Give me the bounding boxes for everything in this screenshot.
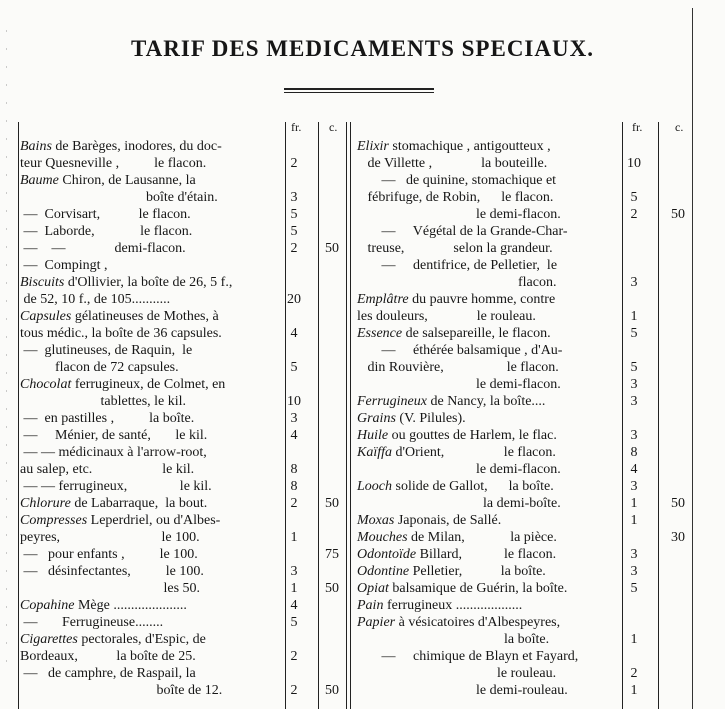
entry-text <box>357 682 568 699</box>
entry-description: gélatineuses de Mothes, à <box>71 309 219 324</box>
entry-text <box>20 597 187 614</box>
entry-text <box>20 682 222 699</box>
price-centimes: 50 <box>671 207 685 222</box>
entry-text <box>20 393 186 410</box>
entry-text <box>357 614 560 631</box>
price-francs: 5 <box>630 581 638 596</box>
price-francs: 4 <box>290 598 298 613</box>
right-page-border <box>692 8 693 709</box>
price-francs: 2 <box>290 241 298 256</box>
entry-description: de Barèges, inodores, du doc- <box>51 139 222 154</box>
entry-text <box>357 189 553 206</box>
entry-text <box>20 189 218 206</box>
entry-text <box>20 461 194 478</box>
entry-text <box>357 461 561 478</box>
entry-description: les douleurs, le rouleau. <box>357 309 536 324</box>
price-francs: 4 <box>290 428 298 443</box>
entry-description: le demi-flacon. <box>357 207 561 222</box>
price-centimes: 50 <box>325 683 339 698</box>
entry-text <box>20 274 232 291</box>
entry-text <box>20 206 191 223</box>
left-header-fr: fr. <box>291 120 302 134</box>
entry-description: la boîte. <box>357 632 550 647</box>
entry-term: Mouches <box>357 530 408 545</box>
price-francs: 1 <box>290 581 298 596</box>
entry-text <box>20 665 196 682</box>
entry-description: fébrifuge, de Robin, le flacon. <box>357 190 554 205</box>
left-margin-dots <box>6 30 7 670</box>
entry-description: les 50. <box>20 581 201 596</box>
entry-description: — Ferrugineuse........ <box>20 615 164 630</box>
price-francs: 1 <box>630 632 638 647</box>
entry-description: — — demi-flacon. <box>20 241 186 256</box>
entry-text <box>357 325 551 342</box>
entry-description: Japonais, de Sallé. <box>394 513 502 528</box>
entry-text <box>20 444 207 461</box>
entry-text <box>357 308 536 325</box>
entry-term: Huile <box>357 428 389 443</box>
entry-description: (V. Pilules). <box>395 411 466 426</box>
right-header-fr: fr. <box>632 120 643 134</box>
entry-term: Baume <box>20 173 59 188</box>
entry-text <box>20 155 206 172</box>
column-divider-a <box>346 122 347 709</box>
entry-description: de 52, 10 f., de 105........... <box>20 292 171 307</box>
entry-description: — désinfectantes, le 100. <box>20 564 204 579</box>
price-francs: 10 <box>627 156 641 171</box>
entry-text <box>20 648 196 665</box>
entry-description: teur Quesneville , le flacon. <box>20 156 207 171</box>
entry-term: Essence <box>357 326 403 341</box>
entry-description: flacon. <box>357 275 557 290</box>
price-francs: 3 <box>290 564 298 579</box>
entry-description: au salep, etc. le kil. <box>20 462 195 477</box>
page-title: TARIF DES MEDICAMENTS SPECIAUX. <box>131 36 594 61</box>
price-francs: 4 <box>290 326 298 341</box>
entry-text <box>357 274 556 291</box>
entry-text <box>357 257 557 274</box>
entry-description: — Ménier, de santé, le kil. <box>20 428 208 443</box>
entry-description: de Labarraque, la bout. <box>70 496 208 511</box>
entry-text <box>20 138 222 155</box>
entry-text <box>357 478 554 495</box>
entry-text <box>20 223 192 240</box>
entry-term: Odontoïde <box>357 547 417 562</box>
entry-description: d'Ollivier, la boîte de 26, 5 f., <box>64 275 233 290</box>
right-col-c-rule <box>658 122 659 709</box>
entry-description: la demi-boîte. <box>357 496 561 511</box>
price-francs: 3 <box>630 428 638 443</box>
entry-text <box>357 597 522 614</box>
entry-text <box>20 614 163 631</box>
entry-text <box>357 376 561 393</box>
entry-term: Copahine <box>20 598 75 613</box>
price-francs: 2 <box>290 496 298 511</box>
entry-text <box>357 648 578 665</box>
price-francs: 8 <box>630 445 638 460</box>
entry-text <box>20 240 186 257</box>
right-header-c: c. <box>675 120 684 134</box>
entry-text <box>357 359 559 376</box>
price-centimes: 75 <box>325 547 339 562</box>
left-header-c: c. <box>329 120 338 134</box>
entry-text <box>20 529 200 546</box>
entry-text <box>357 444 556 461</box>
entry-description: — — médicinaux à l'arrow-root, <box>20 445 207 460</box>
entry-description: stomachique , antigoutteux , <box>388 139 551 154</box>
entry-description: boîte d'étain. <box>20 190 218 205</box>
entry-description: — dentifrice, de Pelletier, le <box>357 258 558 273</box>
entry-description: Mège ..................... <box>74 598 187 613</box>
entry-description: tablettes, le kil. <box>20 394 187 409</box>
price-francs: 5 <box>630 360 638 375</box>
entry-description: — Compingt , <box>20 258 108 273</box>
title-underline-thin <box>284 92 434 93</box>
entry-text <box>20 410 194 427</box>
price-francs: 3 <box>630 275 638 290</box>
entry-description: d'Orient, le flacon. <box>392 445 556 460</box>
entry-text <box>20 580 200 597</box>
entry-description: de Milan, la pièce. <box>407 530 557 545</box>
price-centimes: 50 <box>325 241 339 256</box>
entry-text <box>357 206 561 223</box>
entry-description: — Corvisart, le flacon. <box>20 207 191 222</box>
left-col-outer-rule <box>18 122 19 709</box>
price-francs: 20 <box>287 292 301 307</box>
entry-text <box>357 172 556 189</box>
entry-text <box>357 138 551 155</box>
entry-description: de Villette , la bouteille. <box>357 156 548 171</box>
entry-description: ferrugineux, de Colmet, en <box>71 377 226 392</box>
entry-text <box>357 427 557 444</box>
entry-description: — éthérée balsamique , d'Au- <box>357 343 563 358</box>
price-francs: 1 <box>630 513 638 528</box>
entry-description: tous médic., la boîte de 36 capsules. <box>20 326 222 341</box>
price-francs: 8 <box>290 462 298 477</box>
entry-text <box>20 376 225 393</box>
entry-description: — en pastilles , la boîte. <box>20 411 195 426</box>
entry-text <box>357 155 547 172</box>
price-francs: 3 <box>290 411 298 426</box>
entry-description: de Nancy, la boîte.... <box>426 394 546 409</box>
entry-description: — pour enfants , le 100. <box>20 547 198 562</box>
entry-term: Chocolat <box>20 377 72 392</box>
entry-term: Kaïffa <box>357 445 393 460</box>
entry-description: Billard, le flacon. <box>416 547 557 562</box>
entry-text <box>20 546 198 563</box>
price-francs: 2 <box>290 156 298 171</box>
entry-description: pectorales, d'Espic, de <box>77 632 206 647</box>
entry-term: Capsules <box>20 309 72 324</box>
price-francs: 5 <box>290 615 298 630</box>
entry-term: Pain <box>357 598 384 613</box>
entry-text <box>357 495 561 512</box>
title-underline-thick <box>284 88 434 90</box>
entry-term: Moxas <box>357 513 395 528</box>
entry-text <box>20 172 196 189</box>
entry-term: Odontine <box>357 564 410 579</box>
entry-text <box>357 291 555 308</box>
entry-description: flacon de 72 capsules. <box>20 360 179 375</box>
price-francs: 3 <box>630 479 638 494</box>
price-centimes: 50 <box>325 581 339 596</box>
entry-text <box>357 240 553 257</box>
column-divider-b <box>350 122 351 709</box>
entry-description: — — ferrugineux, le kil. <box>20 479 212 494</box>
entry-term: Ferrugineux <box>357 394 427 409</box>
entry-description: ou gouttes de Harlem, le flac. <box>388 428 557 443</box>
entry-description: Chiron, de Lausanne, la <box>58 173 196 188</box>
entry-term: Papier <box>357 615 396 630</box>
price-francs: 5 <box>630 326 638 341</box>
price-centimes: 50 <box>325 496 339 511</box>
price-francs: 3 <box>630 394 638 409</box>
price-francs: 1 <box>630 683 638 698</box>
price-francs: 5 <box>290 224 298 239</box>
price-centimes: 30 <box>671 530 685 545</box>
entry-description: solide de Gallot, la boîte. <box>392 479 554 494</box>
entry-text <box>357 665 556 682</box>
entry-term: Biscuits <box>20 275 65 290</box>
entry-term: Opiat <box>357 581 389 596</box>
entry-text <box>20 563 204 580</box>
entry-text <box>357 342 562 359</box>
price-francs: 3 <box>630 547 638 562</box>
entry-text <box>20 359 179 376</box>
price-francs: 3 <box>630 377 638 392</box>
price-centimes: 50 <box>671 496 685 511</box>
price-francs: 2 <box>290 649 298 664</box>
entry-text <box>357 410 466 427</box>
entry-text <box>20 257 108 274</box>
entry-text <box>357 223 568 240</box>
entry-term: Grains <box>357 411 396 426</box>
entry-description: treuse, selon la grandeur. <box>357 241 553 256</box>
entry-description: Pelletier, la boîte. <box>409 564 546 579</box>
entry-text <box>20 325 222 342</box>
entry-term: Compresses <box>20 513 88 528</box>
entry-description: le rouleau. <box>357 666 557 681</box>
price-francs: 2 <box>630 207 638 222</box>
entry-term: Looch <box>357 479 392 494</box>
price-francs: 5 <box>290 360 298 375</box>
entry-text <box>20 512 220 529</box>
entry-text <box>357 546 556 563</box>
entry-description: — Laborde, le flacon. <box>20 224 193 239</box>
price-francs: 1 <box>630 496 638 511</box>
entry-term: Cigarettes <box>20 632 78 647</box>
entry-description: din Rouvière, le flacon. <box>357 360 559 375</box>
entry-description: le demi-flacon. <box>357 377 561 392</box>
price-francs: 5 <box>290 207 298 222</box>
entry-description: — Végétal de la Grande-Char- <box>357 224 568 239</box>
price-francs: 8 <box>290 479 298 494</box>
entry-description: le demi-flacon. <box>357 462 561 477</box>
price-francs: 5 <box>630 190 638 205</box>
entry-text <box>357 512 501 529</box>
entry-text <box>20 495 207 512</box>
entry-description: boîte de 12. <box>20 683 223 698</box>
price-francs: 2 <box>630 666 638 681</box>
entry-text <box>357 563 546 580</box>
price-francs: 3 <box>290 190 298 205</box>
price-francs: 1 <box>290 530 298 545</box>
entry-description: Bordeaux, la boîte de 25. <box>20 649 196 664</box>
price-francs: 2 <box>290 683 298 698</box>
entry-term: Elixir <box>357 139 389 154</box>
entry-text <box>20 291 170 308</box>
entry-description: le demi-rouleau. <box>357 683 568 698</box>
entry-text <box>20 427 207 444</box>
entry-text <box>20 631 206 648</box>
price-francs: 4 <box>630 462 638 477</box>
entry-description: — de quinine, stomachique et <box>357 173 557 188</box>
entry-description: — de camphre, de Raspail, la <box>20 666 196 681</box>
left-col-c-rule <box>318 122 319 709</box>
entry-description: de salsepareille, le flacon. <box>402 326 551 341</box>
price-francs: 1 <box>630 309 638 324</box>
price-francs: 3 <box>630 564 638 579</box>
entry-text <box>20 478 212 495</box>
entry-text <box>357 631 549 648</box>
entry-term: Chlorure <box>20 496 71 511</box>
entry-description: ferrugineux ................... <box>383 598 523 613</box>
entry-text <box>20 308 219 325</box>
entry-description: — glutineuses, de Raquin, le <box>20 343 193 358</box>
entry-description: Leperdriel, ou d'Albes- <box>87 513 221 528</box>
entry-description: balsamique de Guérin, la boîte. <box>388 581 568 596</box>
entry-description: du pauvre homme, contre <box>408 292 556 307</box>
entry-description: à vésicatoires d'Albespeyres, <box>395 615 561 630</box>
entry-description: — chimique de Blayn et Fayard, <box>357 649 579 664</box>
entry-text <box>20 342 192 359</box>
entry-term: Bains <box>20 139 52 154</box>
price-francs: 10 <box>287 394 301 409</box>
entry-term: Emplâtre <box>357 292 409 307</box>
entry-text <box>357 529 557 546</box>
entry-description: peyres, le 100. <box>20 530 200 545</box>
entry-text <box>357 580 567 597</box>
entry-text <box>357 393 545 410</box>
